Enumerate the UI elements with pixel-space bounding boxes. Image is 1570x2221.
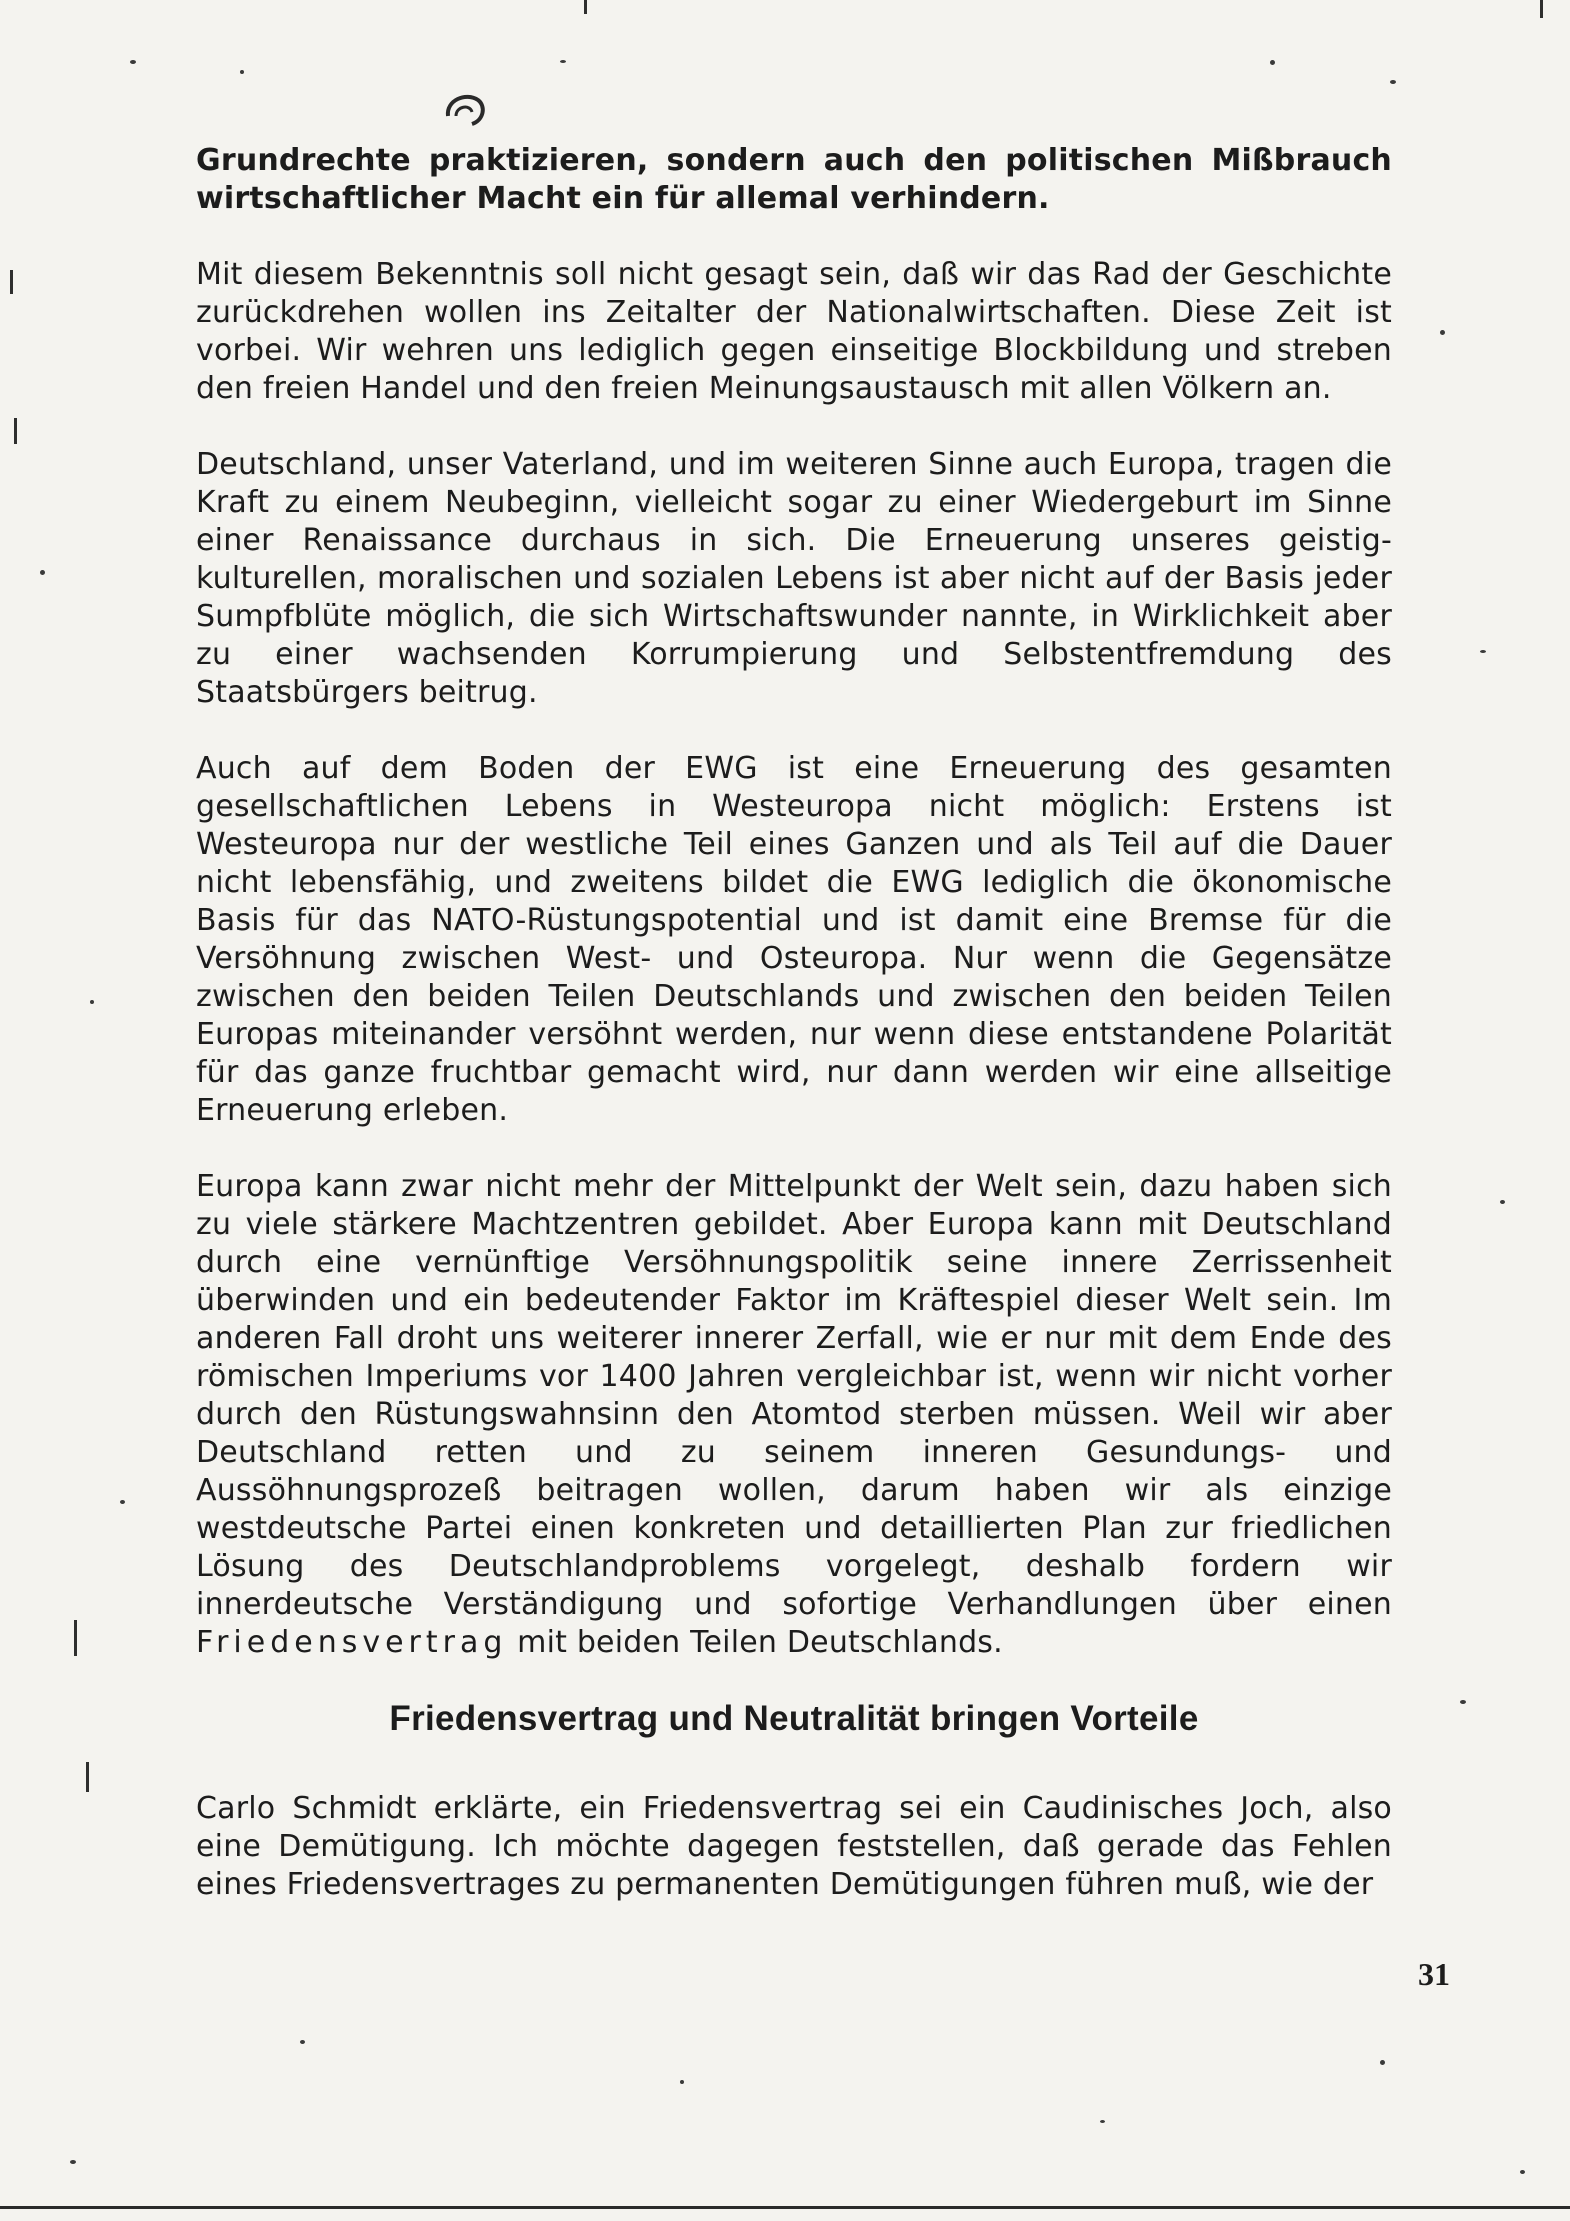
- paragraph-1: Grundrechte praktizieren, sondern auch den politischen Mißbrauch wirtschaftlicher Macht ein für allemal verhindern.: [196, 143, 1392, 216]
- scan-speck: [130, 60, 136, 64]
- scan-smudge-icon: [440, 86, 490, 136]
- paragraph-2: Mit diesem Bekenntnis soll nicht gesagt sein, daß wir das Rad der Geschichte zurückdrehen wollen ins Zeitalter der Nationalwirtschaften. Diese Zeit ist vorbei. Wir wehren uns lediglich gegen einseitige Blockbildung und streben den freien Handel und den freien Meinungsaustausch mit allen Völkern an.: [196, 257, 1392, 406]
- page-number: 31: [1418, 1956, 1450, 1992]
- scan-speck: [1380, 2060, 1385, 2065]
- paragraph-5-spaced-word: Friedensvertrag: [196, 1625, 508, 1660]
- scan-speck: [90, 1000, 94, 1004]
- paragraph-5-text: Europa kann zwar nicht mehr der Mittelpunkt der Welt sein, dazu haben sich zu viele stärkere Machtzentren gebildet. Aber Europa kann mit Deutschland durch eine vernünftige Versöhnungspolitik seine innere Zerrissenheit überwinden und ein bedeutender Faktor im Kräftespiel dieser Welt sein. Im anderen Fall droht uns weiterer innerer Zerfall, wie er nur mit dem Ende des römischen Imperiums vor 1400 Jahren vergleichbar ist, wenn wir nicht vorher durch den Rüstungswahnsinn den Atomtod sterben müssen. Weil wir aber Deutschland retten und zu seinem inneren Gesundungs- und Aussöhnungsprozeß beitragen wollen, darum haben wir als einzige westdeutsche Partei einen konkreten und detaillierten Plan zur friedlichen Lösung des Deutschlandproblems vorgelegt, deshalb fordern wir innerdeutsche Verständigung und sofortige Verhandlungen über einen: [196, 1169, 1392, 1622]
- section-heading: Friedensvertrag und Neutralität bringen Vorteile: [389, 1699, 1199, 1738]
- scan-speck: [300, 2040, 305, 2044]
- paragraph-3: Deutschland, unser Vaterland, und im weiteren Sinne auch Europa, tragen die Kraft zu einem Neubeginn, vielleicht sogar zu einer Wiedergeburt im Sinne einer Renaissance durchaus in sich. Die Erneuerung unseres geistig-kulturellen, moralischen und sozialen Lebens ist aber nicht auf der Basis jeder Sumpfblüte möglich, die sich Wirtschaftswunder nannte, in Wirklichkeit aber zu einer wachsenden Korrumpierung und Selbstentfremdung des Staatsbürgers beitrug.: [196, 447, 1392, 710]
- scan-mark: [1540, 0, 1543, 18]
- scan-speck: [40, 570, 45, 575]
- scan-mark: [86, 1762, 89, 1792]
- scan-speck: [1100, 2120, 1105, 2123]
- scan-speck: [1460, 1700, 1466, 1704]
- scan-mark: [74, 1620, 77, 1656]
- scan-speck: [1440, 330, 1445, 335]
- scan-speck: [560, 60, 566, 63]
- scan-speck: [680, 2080, 684, 2084]
- bottom-rule: [0, 2206, 1570, 2209]
- scan-speck: [240, 70, 244, 74]
- scan-mark: [584, 0, 587, 14]
- paragraph-4: Auch auf dem Boden der EWG ist eine Erneuerung des gesamten gesellschaftlichen Lebens in Westeuropa nicht möglich: Erstens ist Westeuropa nur der westliche Teil eines Ganzen und als Teil auf die Dauer nicht lebensfähig, und zweitens bildet die EWG lediglich die ökonomische Basis für das NATO-Rüstungspotential und ist damit eine Bremse für die Versöhnung zwischen West- und Osteuropa. Nur wenn die Gegensätze zwischen den beiden Teilen Deutschlands und zwischen den beiden Teilen Europas miteinander versöhnt werden, nur wenn diese entstandene Polarität für das ganze fruchtbar gemacht wird, nur dann werden wir eine allseitige Erneuerung erleben.: [196, 751, 1392, 1128]
- scan-speck: [1500, 1200, 1505, 1204]
- scan-mark: [14, 418, 17, 444]
- paragraph-5: [196, 1168, 1392, 1662]
- scan-speck: [1480, 650, 1486, 653]
- body-text: [196, 142, 1392, 1942]
- scan-speck: [1270, 60, 1275, 65]
- paragraph-5-tail: mit beiden Teilen Deutschlands.: [507, 1625, 1003, 1660]
- scan-speck: [1520, 2170, 1525, 2174]
- paragraph-6: Carlo Schmidt erklärte, ein Friedensvertrag sei ein Caudinisches Joch, also eine Demütigung. Ich möchte dagegen feststellen, daß gerade das Fehlen eines Friedensvertrages zu permanenten Demütigungen führen muß, wie der: [196, 1791, 1392, 1902]
- scan-speck: [1390, 80, 1396, 84]
- scan-mark: [10, 270, 13, 294]
- scan-speck: [70, 2160, 76, 2164]
- scan-speck: [120, 1500, 125, 1504]
